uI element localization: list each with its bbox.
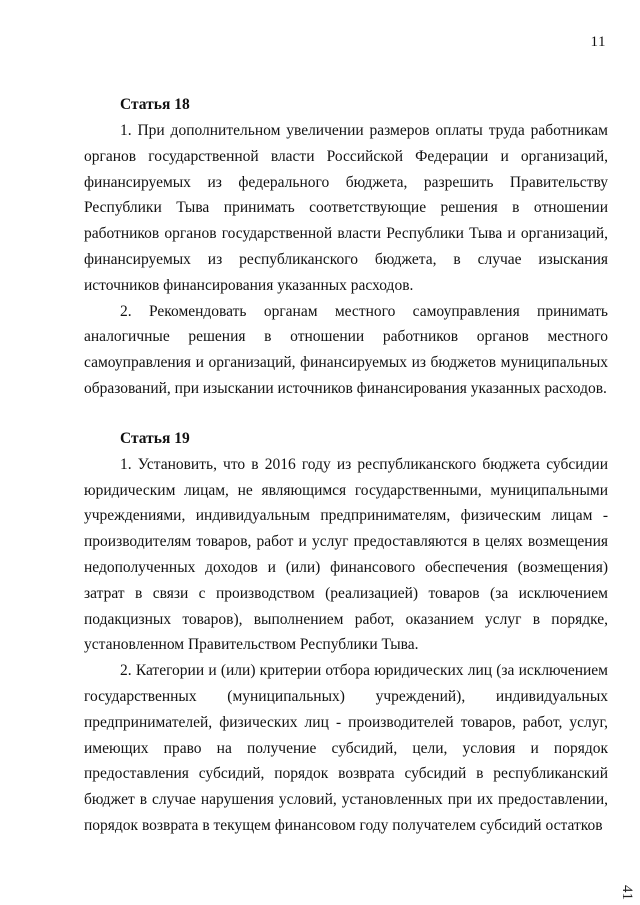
article-title: Статья 18 (120, 96, 190, 113)
article-paragraph: 1. Установить, что в 2016 году из республиканского бюджета субсидии юридическим лицам, не являющимся государственными, муниципальными учреждениями, индивидуальным предпринимателям, физическим лицам - производителям товаров, работ и услуг предоставляются в целях возмещения недополученных доходов и (или) финансового обеспечения (возмещения) затрат в связи с производством (реализацией) товаров (за исключением подакцизных товаров), выполнением работ, оказанием услуг в порядке, установленном Правительством Республики Тыва. (84, 455, 608, 654)
article-paragraph: 2. Категории и (или) критерии отбора юридических лиц (за исключением государственных (муниципальных) учреждений), индивидуальных предпринимателей, физических лиц - производителей товаров, работ, услуг, имеющих право на получение субсидий, цели, условия и порядок предоставления субсидий, порядок возврата субсидий в республиканский бюджет в случае нарушения условий, установленных при их предоставлении, порядок возврата в текущем финансовом году получателем субсидий остатков (84, 662, 608, 834)
article-18 (84, 92, 608, 402)
article-paragraph: 1. При дополнительном увеличении размеров оплаты труда работникам органов государственной власти Российской Федерации и организаций, финансируемых из федерального бюджета, разрешить Правительству Республики Тыва принимать соответствующие решения в отношении работников органов государственной власти Республики Тыва и организаций, финансируемых из республиканского бюджета, в случае изыскания источников финансирования указанных расходов. (84, 122, 608, 294)
corner-handwritten-mark: 41 (619, 885, 635, 900)
article-19 (84, 426, 608, 839)
page-number: 11 (590, 34, 606, 50)
article-title: Статья 19 (120, 429, 190, 447)
document-body (84, 92, 608, 863)
article-paragraph: 2. Рекомендовать органам местного самоуправления принимать аналогичные решения в отношении работников органов местного самоуправления и организаций, финансируемых из бюджетов муниципальных образований, при изыскании источников финансирования указанных расходов. (84, 302, 608, 397)
